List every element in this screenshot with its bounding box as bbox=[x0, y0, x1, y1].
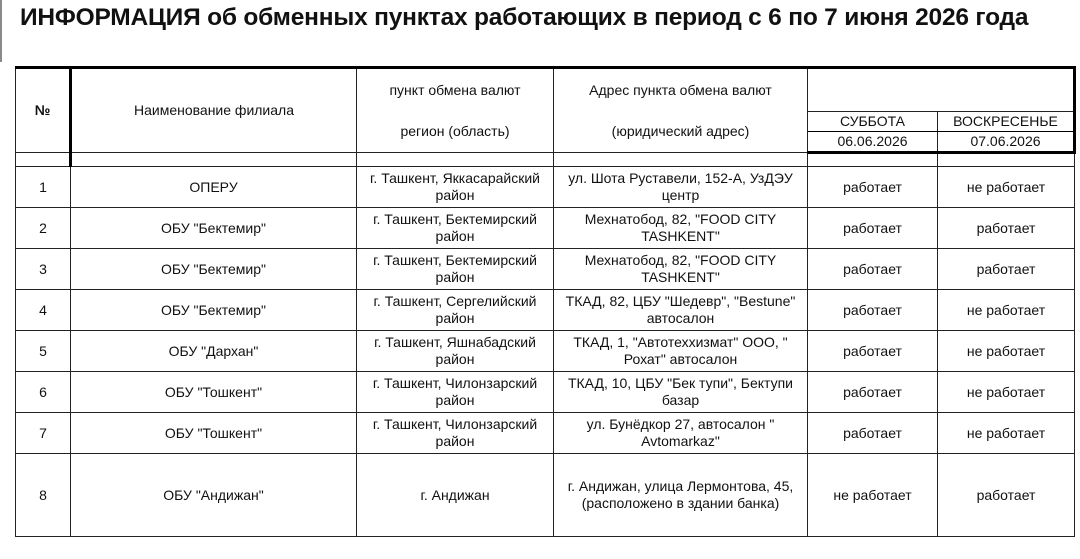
left-edge-rule bbox=[0, 0, 2, 62]
cell-num: 5 bbox=[16, 331, 71, 372]
header-address-line2: (юридический адрес) bbox=[554, 112, 808, 153]
cell-sunday-status: не работает bbox=[938, 372, 1075, 413]
cell-branch: ОПЕРУ bbox=[71, 167, 357, 208]
spacer-cell bbox=[938, 153, 1075, 167]
exchange-points-table bbox=[15, 66, 1076, 537]
document-title: ИНФОРМАЦИЯ об обменных пунктах работающих в период с 6 по 7 июня 2026 года bbox=[20, 4, 1029, 31]
cell-branch: ОБУ "Тошкент" bbox=[71, 372, 357, 413]
cell-branch: ОБУ "Тошкент" bbox=[71, 413, 357, 454]
cell-region: г. Ташкент, Яшнабадский район bbox=[357, 331, 554, 372]
cell-address: ТКАД, 10, ЦБУ "Бек тупи", Бектупи базар bbox=[554, 372, 808, 413]
table-row bbox=[16, 249, 1075, 290]
cell-branch: ОБУ "Бектемир" bbox=[71, 290, 357, 331]
cell-saturday-status: не работает bbox=[808, 454, 938, 537]
cell-address: г. Андижан, улица Лермонтова, 45, (расположено в здании банка) bbox=[554, 454, 808, 537]
cell-region: г. Ташкент, Бектемирский район bbox=[357, 208, 554, 249]
cell-address: ТКАД, 82, ЦБУ "Шедевр", "Bestune" автосалон bbox=[554, 290, 808, 331]
header-num: № bbox=[16, 68, 71, 153]
header-point-line2: регион (область) bbox=[357, 112, 554, 153]
spacer-cell bbox=[16, 153, 71, 167]
cell-branch: ОБУ "Андижан" bbox=[71, 454, 357, 537]
spacer-row bbox=[16, 153, 1075, 167]
cell-address: Мехнатобод, 82, "FOOD CITY TASHKENT" bbox=[554, 208, 808, 249]
cell-region: г. Андижан bbox=[357, 454, 554, 537]
table-row bbox=[16, 167, 1075, 208]
table-row bbox=[16, 208, 1075, 249]
cell-saturday-status: работает bbox=[808, 249, 938, 290]
cell-sunday-status: не работает bbox=[938, 290, 1075, 331]
cell-address: ул. Бунёдкор 27, автосалон " Avtomarkaz" bbox=[554, 413, 808, 454]
header-sunday: ВОСКРЕСЕНЬЕ bbox=[938, 112, 1075, 132]
cell-region: г. Ташкент, Чилонзарский район bbox=[357, 372, 554, 413]
cell-address: Мехнатобод, 82, "FOOD CITY TASHKENT" bbox=[554, 249, 808, 290]
cell-saturday-status: работает bbox=[808, 290, 938, 331]
table-row bbox=[16, 413, 1075, 454]
header-sunday-date: 07.06.2026 bbox=[938, 132, 1075, 153]
cell-region: г. Ташкент, Сергелийский район bbox=[357, 290, 554, 331]
cell-region: г. Ташкент, Бектемирский район bbox=[357, 249, 554, 290]
cell-sunday-status: работает bbox=[938, 454, 1075, 537]
cell-address: ул. Шота Руставели, 152-А, УзДЭУ центр bbox=[554, 167, 808, 208]
header-row bbox=[16, 68, 1075, 112]
spacer-cell bbox=[808, 153, 938, 167]
header-address-line1: Адрес пункта обмена валют bbox=[554, 68, 808, 112]
cell-sunday-status: работает bbox=[938, 249, 1075, 290]
header-saturday: СУББОТА bbox=[808, 112, 938, 132]
header-saturday-date: 06.06.2026 bbox=[808, 132, 938, 153]
cell-num: 4 bbox=[16, 290, 71, 331]
table-row bbox=[16, 372, 1075, 413]
spacer-cell bbox=[554, 153, 808, 167]
cell-branch: ОБУ "Дархан" bbox=[71, 331, 357, 372]
cell-saturday-status: работает bbox=[808, 372, 938, 413]
cell-sunday-status: не работает bbox=[938, 413, 1075, 454]
cell-saturday-status: работает bbox=[808, 413, 938, 454]
cell-sunday-status: не работает bbox=[938, 331, 1075, 372]
table-row bbox=[16, 290, 1075, 331]
header-point-line1: пункт обмена валют bbox=[357, 68, 554, 112]
cell-region: г. Ташкент, Чилонзарский район bbox=[357, 413, 554, 454]
cell-num: 1 bbox=[16, 167, 71, 208]
cell-address: ТКАД, 1, "Автотеххизмат" ООО, " Рохат" автосалон bbox=[554, 331, 808, 372]
table-row bbox=[16, 331, 1075, 372]
table-row bbox=[16, 454, 1075, 537]
cell-num: 2 bbox=[16, 208, 71, 249]
cell-sunday-status: не работает bbox=[938, 167, 1075, 208]
header-days-group bbox=[808, 68, 1075, 112]
cell-num: 7 bbox=[16, 413, 71, 454]
cell-saturday-status: работает bbox=[808, 331, 938, 372]
cell-branch: ОБУ "Бектемир" bbox=[71, 208, 357, 249]
header-branch: Наименование филиала bbox=[71, 68, 357, 153]
spacer-cell bbox=[357, 153, 554, 167]
cell-num: 6 bbox=[16, 372, 71, 413]
cell-branch: ОБУ "Бектемир" bbox=[71, 249, 357, 290]
cell-num: 8 bbox=[16, 454, 71, 537]
cell-saturday-status: работает bbox=[808, 167, 938, 208]
cell-sunday-status: работает bbox=[938, 208, 1075, 249]
cell-saturday-status: работает bbox=[808, 208, 938, 249]
spacer-cell bbox=[71, 153, 357, 167]
cell-region: г. Ташкент, Яккасарайский район bbox=[357, 167, 554, 208]
cell-num: 3 bbox=[16, 249, 71, 290]
